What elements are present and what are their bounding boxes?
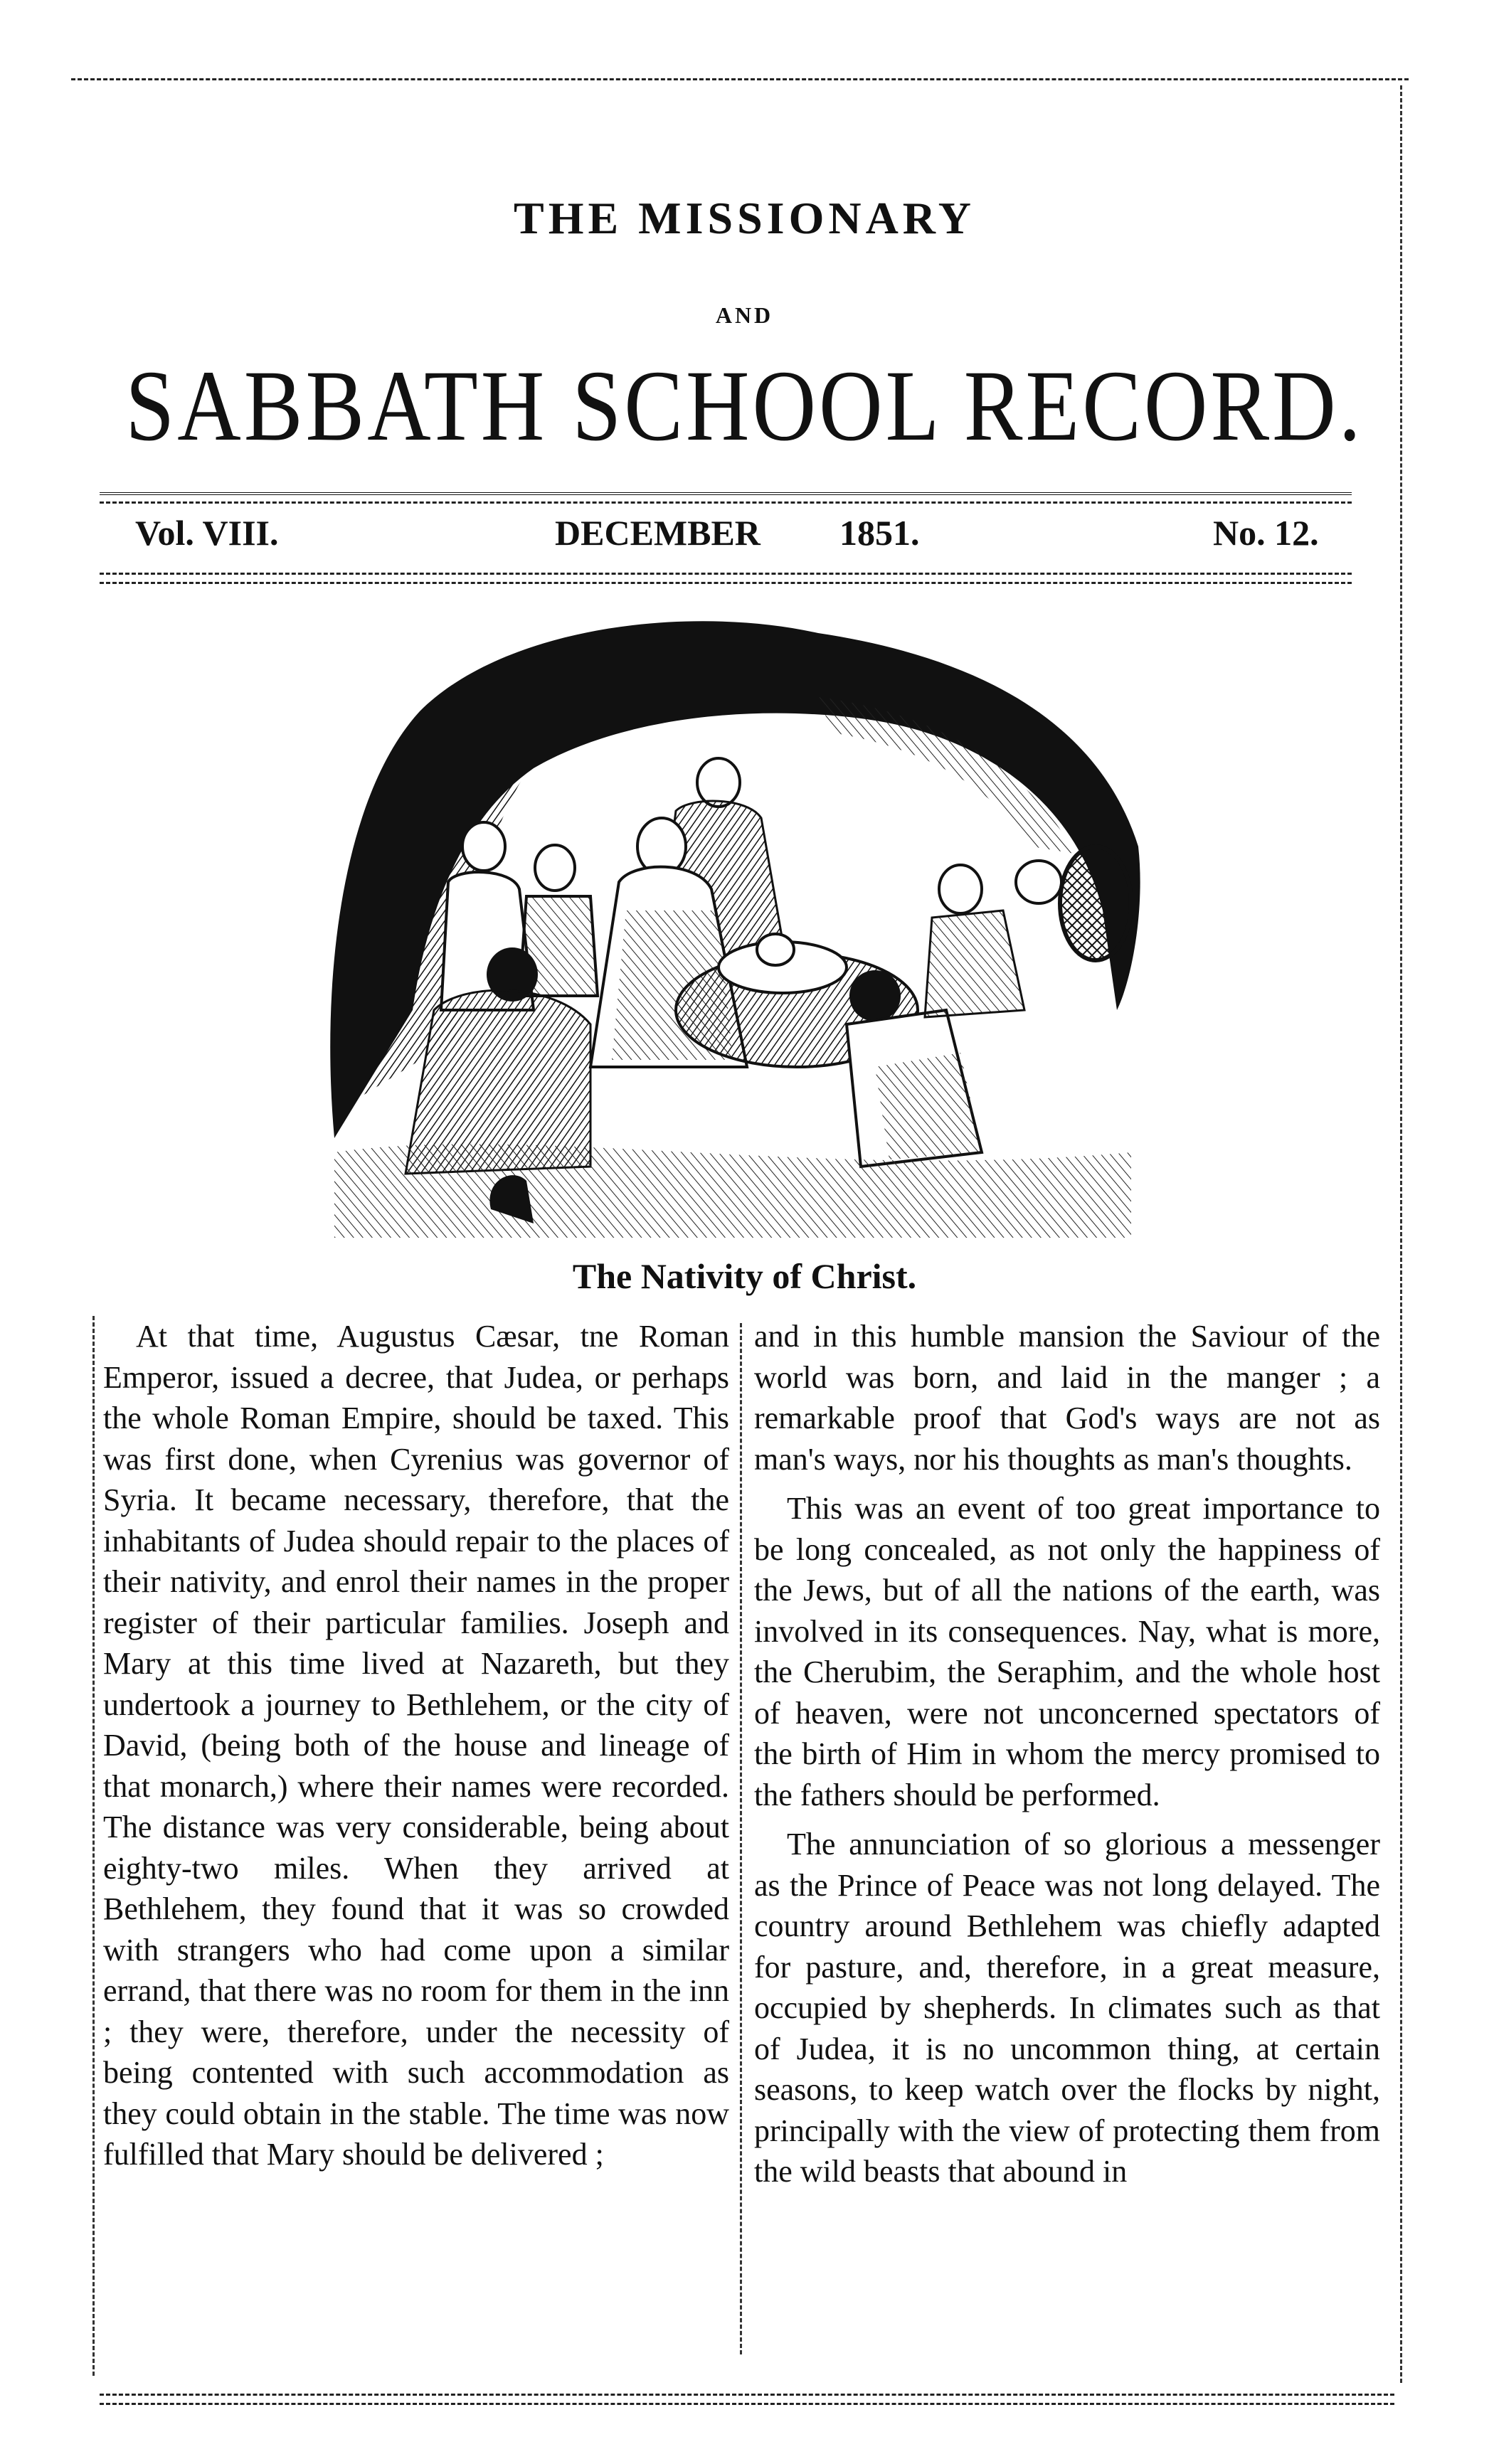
number-label: No. 12. — [1213, 513, 1319, 553]
bottom-rule — [100, 2394, 1394, 2396]
masthead-and: AND — [715, 302, 774, 328]
nativity-illustration — [320, 612, 1145, 1238]
left-paragraph-1: At that time, Augustus Cæsar, tne Roman Emperor, issued a decree, that Judea, or perhaps the whole Roman Empire, should be taxed. This was first done, when Cyrenius was governor of Syria. It became necessary, therefore, that the inhabitants of Judea should repair to the places of their nativity, and enrol their names in the proper register of their particular families. Joseph and Mary at this time lived at Nazareth, but they undertook a journey to Bethlehem, or the city of David, (being both of the house and lineage of that monarch,) where their names were recorded. The distance was very considerable, being about eighty-two miles. When they arrived at Bethlehem, they found that it was so crowded with strangers who had come upon a similar errand, that there was no room for them in the inn ; they were, therefore, under the necessity of being contented with such accommodation as they could obtain in the stable. The time was now fulfilled that Mary should be delivered ; — [103, 1319, 729, 2172]
masthead-record: SABBATH SCHOOL RECORD. — [125, 349, 1364, 462]
right-paragraph-2: This was an event of too great importance to be long concealed, as not only the happiness of the Jews, but of all the nations of the earth, was involved in its consequences. Nay, what is more, the Cherubim, the Seraphim, and the whole host of heaven, were not unconcerned spectators of the birth of Him in whom the mercy promised to the fathers should be performed. — [754, 1491, 1380, 1812]
issue-bottom-rule — [100, 573, 1352, 575]
issue-line — [128, 512, 1345, 562]
left-border-rule — [92, 1316, 95, 2376]
issue-top-rule-2 — [100, 501, 1352, 504]
left-column — [103, 1316, 729, 2175]
right-column — [754, 1316, 1380, 2192]
issue-top-rule — [100, 492, 1352, 495]
masthead-title: THE MISSIONARY — [514, 193, 975, 243]
volume-label: Vol. VIII. — [135, 513, 279, 553]
bottom-rule-2 — [100, 2403, 1394, 2405]
issue-bottom-rule-2 — [100, 582, 1352, 584]
right-paragraph-3: The annunciation of so glorious a messenger as the Prince of Peace was not long delayed. The country around Bethlehem was chiefly adapted for pasture, and, therefore, in a great measure, occupied by shepherds. In climates such as that of Judea, it is no uncommon thing, at certain seasons, to keep watch over the flocks by night, principally with the view of protecting them from the wild beasts that abound in — [754, 1827, 1380, 2189]
column-divider — [740, 1323, 742, 2354]
top-border-rule — [71, 78, 1409, 80]
article-title: The Nativity of Christ. — [572, 1256, 917, 1296]
right-paragraph-1: and in this humble mansion the Saviour of the world was born, and laid in the manger ; a remarkable proof that God's ways are not as man's ways, nor his thoughts as man's thoughts. — [754, 1319, 1380, 1477]
year-label: 1851. — [839, 513, 920, 553]
month-label: DECEMBER — [555, 513, 761, 553]
